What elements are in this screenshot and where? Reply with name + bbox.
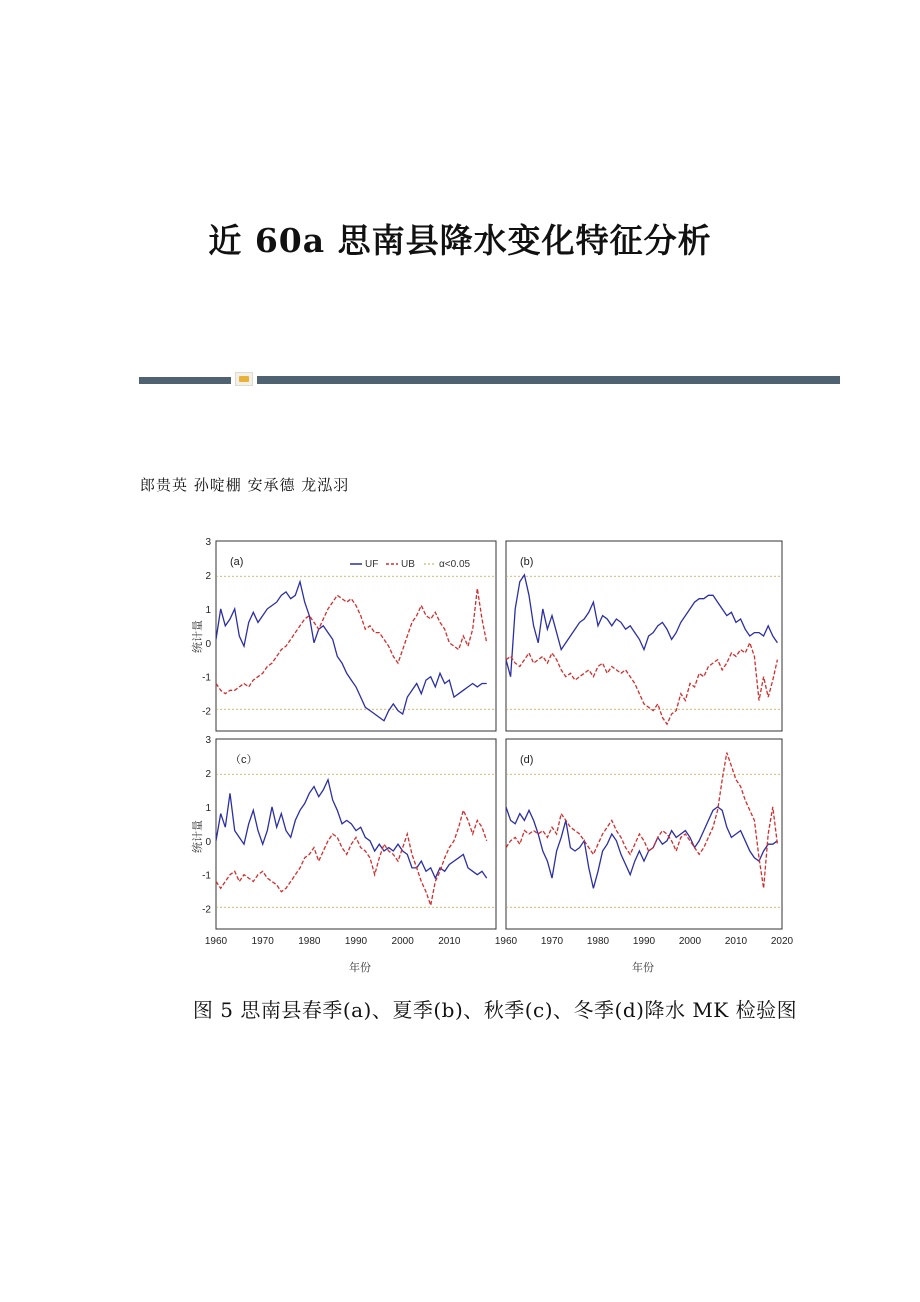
y-tick-label: 3 — [205, 735, 211, 746]
y-tick-label: 0 — [205, 638, 211, 650]
chart-legend — [350, 559, 471, 570]
y-tick-label: -2 — [202, 904, 211, 916]
paper-title: 近 60a 思南县降水变化特征分析 — [208, 221, 712, 260]
x-tick-label: 2010 — [724, 936, 748, 947]
x-tick-label: 1970 — [251, 936, 274, 947]
y-tick-label: 1 — [205, 604, 211, 616]
x-axis-label-left: 年份 — [349, 962, 371, 974]
legend-ub: UB — [401, 559, 415, 570]
y-tick-label: -1 — [202, 870, 211, 882]
panel-label: （c） — [230, 754, 258, 766]
x-tick-label: 2010 — [438, 936, 461, 947]
y-tick-label: 1 — [205, 802, 211, 814]
panel-label: (d) — [520, 754, 534, 766]
x-axis-label-right: 年份 — [632, 962, 654, 974]
folder-icon — [235, 372, 253, 386]
title-rule-left — [139, 377, 231, 384]
legend-uf: UF — [365, 559, 379, 570]
author-list: 郎贵英 孙啶棚 安承德 龙泓羽 — [140, 476, 350, 494]
x-tick-label: 2000 — [391, 936, 414, 947]
y-tick-label: 2 — [205, 570, 211, 582]
panel-label: (b) — [520, 556, 534, 568]
panel-label: (a) — [230, 556, 244, 568]
x-tick-label: 1990 — [632, 936, 656, 947]
y-tick-label: 0 — [205, 836, 211, 848]
figure-caption: 图 5 思南县春季(a)、夏季(b)、秋季(c)、冬季(d)降水 MK 检验图 — [192, 998, 798, 1022]
x-tick-label: 1960 — [494, 936, 518, 947]
y-tick-label: -1 — [202, 672, 211, 684]
legend-alpha: α<0.05 — [439, 559, 471, 570]
x-tick-label: 1980 — [298, 936, 321, 947]
x-tick-label: 2000 — [678, 936, 702, 947]
mk-test-figure — [190, 535, 800, 975]
y-tick-label: -2 — [202, 706, 211, 718]
y-axis-label-top: 统计量 — [192, 620, 204, 653]
y-tick-label: 3 — [205, 537, 211, 548]
panel-frame — [216, 739, 496, 929]
x-tick-label: 1980 — [586, 936, 610, 947]
y-tick-label: 2 — [205, 768, 211, 780]
panel-frame — [506, 739, 782, 929]
x-tick-label: 1990 — [344, 936, 368, 947]
x-tick-label: 2020 — [770, 936, 794, 947]
x-tick-label: 1960 — [204, 936, 228, 947]
title-rule-right — [257, 376, 840, 384]
y-axis-label-bottom: 统计量 — [192, 820, 204, 853]
x-tick-label: 1970 — [540, 936, 564, 947]
